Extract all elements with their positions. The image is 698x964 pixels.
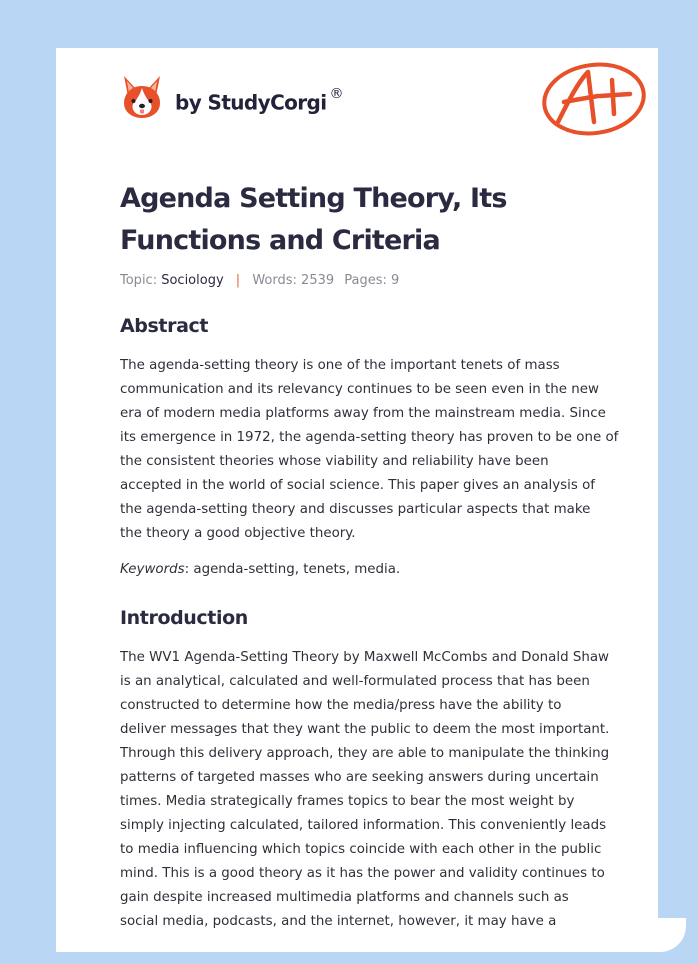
words-value: 2539 <box>301 273 335 288</box>
document-title <box>120 178 632 262</box>
grade-a-plus-icon <box>538 58 650 140</box>
abstract-paragraph <box>120 354 632 546</box>
words-label: Words: <box>252 273 297 288</box>
intro-line: patterns of targeted masses who are seeking answers during uncertain <box>120 770 599 785</box>
introduction-paragraph <box>120 646 632 934</box>
abstract-line: The agenda-setting theory is one of the important tenets of mass <box>120 358 560 373</box>
document-meta <box>120 272 632 290</box>
abstract-heading: Abstract <box>120 315 209 337</box>
intro-line: constructed to determine how the media/press have the ability to <box>120 698 562 713</box>
abstract-line: communication and its relevancy continues to be seen even in the new <box>120 382 599 397</box>
abstract-line: accepted in the world of social science. This paper gives an analysis of <box>120 478 596 493</box>
keywords-label: Keywords <box>120 562 185 577</box>
pages-label: Pages: <box>344 273 387 288</box>
intro-line: social media, podcasts, and the internet, however, it may have a <box>120 914 557 929</box>
grade-text: A+ <box>538 58 540 59</box>
abstract-line: the theory a good objective theory. <box>120 526 356 541</box>
abstract-line: its emergence in 1972, the agenda-setting theory has proven to be one of <box>120 430 619 445</box>
intro-line: deliver messages that they want the public to deem the most important. <box>120 722 610 737</box>
corgi-icon <box>120 74 164 120</box>
meta-separator: | <box>235 273 241 288</box>
intro-line: simply injecting calculated, tailored information. This conveniently leads <box>120 818 607 833</box>
registered-mark: ® <box>329 85 343 102</box>
brand-name-text: by StudyCorgi <box>175 90 327 115</box>
intro-line: The WV1 Agenda-Setting Theory by Maxwell McCombs and Donald Shaw <box>120 650 609 665</box>
title-line-2: Functions and Criteria <box>120 225 440 256</box>
studycorgi-logo[interactable] <box>120 74 343 120</box>
brand-name <box>175 85 343 115</box>
intro-line: to media influencing which topics coincide with each other in the public <box>120 842 602 857</box>
keywords-text: : agenda-setting, tenets, media. <box>184 562 401 577</box>
document-page <box>56 48 658 952</box>
keywords-line <box>120 558 632 582</box>
intro-line: mind. This is a good theory as it has the power and validity continues to <box>120 866 605 881</box>
pages-value: 9 <box>391 273 400 288</box>
abstract-line: the consistent theories whose viability and reliability have been <box>120 454 549 469</box>
topic-value[interactable]: Sociology <box>161 273 224 288</box>
title-line-1: Agenda Setting Theory, Its <box>120 183 507 214</box>
intro-line: gain despite increased multimedia platforms and channels such as <box>120 890 569 905</box>
document-content <box>120 178 632 934</box>
abstract-line: era of modern media platforms away from the mainstream media. Since <box>120 406 606 421</box>
intro-line: times. Media strategically frames topics to bear the most weight by <box>120 794 575 809</box>
intro-line: Through this delivery approach, they are able to manipulate the thinking <box>120 746 610 761</box>
topic-label: Topic: <box>120 273 158 288</box>
intro-line: is an analytical, calculated and well-formulated process that has been <box>120 674 590 689</box>
introduction-heading: Introduction <box>120 607 248 629</box>
abstract-line: the agenda-setting theory and discusses particular aspects that make <box>120 502 591 517</box>
